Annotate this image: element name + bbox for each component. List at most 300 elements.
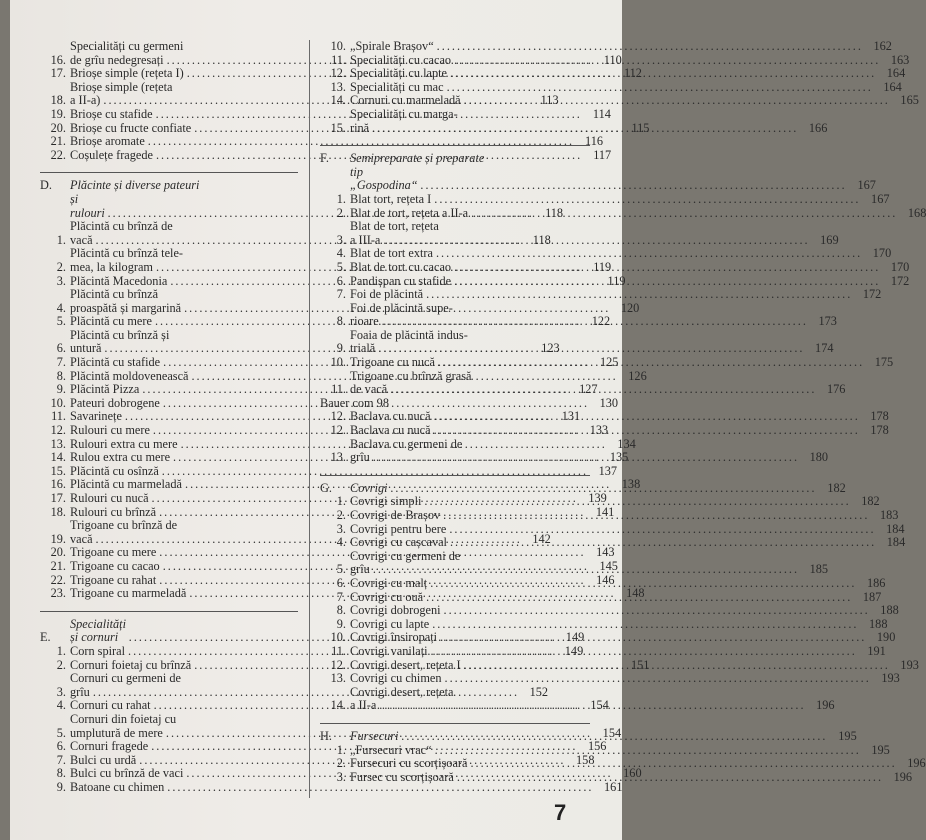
entry-text [350, 577, 885, 591]
entry-title: Rulouri extra cu mere [70, 436, 178, 451]
entry-number: 23. [50, 586, 66, 601]
dot-leader [464, 659, 890, 673]
page-ref: 160 [623, 766, 642, 781]
page-ref: 172 [862, 287, 882, 302]
toc-entry [320, 521, 905, 537]
entry-line [350, 302, 837, 316]
entry-number: 16. [50, 477, 66, 492]
entry-text [350, 94, 919, 108]
page-ref: 142 [532, 531, 551, 546]
entry-line [350, 67, 905, 81]
dot-leader [421, 179, 847, 193]
entry-line [350, 645, 886, 659]
entry-title: Corn spiral [70, 643, 125, 658]
page-ref: 175 [874, 355, 894, 370]
entry-line [350, 220, 839, 234]
entry-number: 5. [56, 314, 66, 329]
page-ref: 122 [591, 314, 611, 329]
entry-number: 1. [336, 191, 346, 206]
entry-title: Covrigi desert, rețeta I [350, 657, 461, 672]
entry-title: Trigoane cu rahat [70, 572, 157, 587]
entry-line [350, 288, 881, 302]
entry-number: 3. [56, 273, 66, 288]
section-separator [40, 611, 298, 612]
entry-number: 13. [330, 450, 346, 465]
page-ref: 114 [592, 106, 611, 121]
entry-title: Plăcintă cu brînză și [70, 327, 170, 342]
entry-title: Pandișpan cu stafide [350, 273, 452, 288]
page-ref: 141 [595, 504, 615, 519]
dot-leader [391, 482, 817, 496]
page-ref: 143 [596, 545, 615, 560]
entry-text [350, 438, 828, 465]
dot-leader [440, 631, 866, 645]
page-ref: 156 [587, 739, 607, 754]
page-ref: 126 [628, 368, 647, 383]
dot-leader [450, 536, 876, 550]
entry-text [350, 302, 837, 329]
entry-title: mea, la kilogram [70, 259, 153, 274]
entry-text [350, 591, 881, 605]
entry-title: Foi de plăcintă supe- [350, 300, 453, 315]
dot-leader [382, 315, 808, 329]
entry-number: 3. [336, 769, 346, 784]
entry-line [350, 631, 895, 645]
entry-title: Brioșe cu fructe confiate [70, 120, 192, 135]
dot-leader [454, 54, 880, 68]
page-ref: 184 [886, 521, 905, 536]
entry-title: Specialități cu mac [350, 79, 444, 94]
entry-line [350, 523, 905, 537]
entry-number: 3. [336, 521, 346, 536]
entry-number: 7. [336, 287, 346, 302]
dot-leader [470, 757, 896, 771]
entry-number: 14. [330, 698, 346, 713]
entry-text [350, 356, 893, 370]
entry-text [350, 424, 889, 438]
page-ref: 112 [623, 66, 642, 81]
entry-text [350, 193, 890, 207]
page-ref: 118 [545, 205, 564, 220]
toc-entry [320, 535, 906, 550]
handwritten-note: Bauer com 98 [320, 395, 389, 410]
toc-entry [320, 643, 886, 659]
entry-title: grîu [70, 684, 90, 699]
section-title-line [40, 179, 298, 193]
entry-title: Plăcintă Pizza [70, 382, 140, 397]
page-ref: 154 [602, 725, 622, 740]
entry-title: Trigoane cu cacao [70, 558, 160, 573]
entry-number: 9. [56, 382, 66, 397]
entry-text [350, 370, 845, 397]
entry-title: Covrigi cu lapte [350, 616, 430, 631]
entry-text [350, 247, 891, 261]
entry-number: 5. [56, 725, 66, 740]
section-title: Semipreparate și preparate [350, 151, 485, 166]
entry-title: Cornuri cu marmeladă [350, 93, 461, 108]
entry-text [350, 686, 835, 713]
dot-leader [432, 618, 858, 632]
page-ref: 164 [886, 66, 906, 81]
page-ref: 115 [631, 120, 650, 135]
entry-number: 9. [56, 779, 66, 794]
entry-number: 12. [330, 66, 346, 81]
entry-line [350, 451, 828, 465]
entry-text [350, 604, 899, 618]
entry-number: 22. [50, 147, 66, 162]
entry-number: 11. [331, 382, 346, 397]
page-ref: 178 [870, 423, 889, 438]
entry-title: Brioșe simple (rețeta [70, 79, 173, 94]
entry-title: Fursec cu scorțișoară [350, 769, 454, 784]
entry-number: 13. [50, 436, 66, 451]
dot-leader [390, 383, 816, 397]
toc-entry [320, 191, 890, 207]
entry-line [350, 563, 828, 577]
page-ref: 196 [893, 769, 913, 784]
entry-text [350, 329, 834, 356]
entry-title: Covrigi vanilați [350, 643, 428, 658]
section-separator [320, 145, 590, 146]
entry-text [350, 523, 905, 537]
page-ref: 158 [576, 752, 595, 767]
entry-title: Blat de tort, rețeta a II-a [350, 205, 469, 220]
entry-title: a II-a) [70, 93, 101, 108]
entry-line [350, 370, 845, 384]
entry-number: 20. [50, 120, 66, 135]
entry-number: 8. [336, 314, 346, 329]
entry-line [350, 207, 926, 221]
page-ref: 146 [596, 572, 615, 587]
section-title-line [320, 164, 876, 193]
page-ref: 195 [838, 728, 857, 743]
entry-number: 1. [336, 742, 346, 757]
entry-line [350, 108, 827, 122]
entry-number: 15. [50, 463, 66, 478]
entry-text [350, 67, 905, 81]
entry-number: 5. [336, 562, 346, 577]
entry-text [350, 54, 909, 68]
entry-title: Savarinețe [70, 409, 122, 424]
page-ref: 135 [609, 450, 629, 465]
entry-title: Plăcintă cu osînză [70, 463, 159, 478]
page-ref: 190 [876, 630, 896, 645]
entry-line [350, 234, 839, 248]
entry-line [350, 536, 905, 550]
page-ref: 148 [626, 586, 645, 601]
entry-title: Trigoane cu brînză de [70, 518, 178, 533]
entry-number: 6. [336, 273, 346, 288]
toc-entry [320, 630, 896, 645]
dot-leader [379, 699, 805, 713]
entry-line [350, 81, 902, 95]
entry-number: 10. [50, 395, 66, 410]
entry-title: Plăcintă cu brînză tele- [70, 246, 184, 261]
page-ref: 137 [598, 463, 618, 478]
page-ref: 182 [861, 494, 880, 509]
entry-number: 11. [51, 409, 66, 424]
page-ref: 180 [809, 450, 829, 465]
toc-entry [40, 779, 623, 795]
page-ref: 145 [599, 558, 618, 573]
entry-title: Brioșe simple (rețeta I) [70, 66, 184, 81]
entry-number: 4. [56, 300, 66, 315]
entry-title: Trigoane cu mere [70, 545, 157, 560]
entry-title: Specialități cu germeni [70, 39, 184, 53]
dot-leader [430, 577, 856, 591]
page-ref: 195 [871, 742, 890, 757]
entry-number: 12. [330, 409, 346, 424]
page-ref: 139 [588, 491, 607, 505]
toc-entry [320, 79, 902, 95]
entry-line [350, 40, 892, 54]
entry-title: Covrigi desert, rețeta [350, 684, 454, 699]
page-ref: 119 [593, 259, 612, 274]
entry-number: 8. [56, 368, 66, 383]
page-ref: 172 [890, 273, 910, 288]
dot-leader [434, 193, 860, 207]
entry-title: Covrigi de Brașov [350, 508, 441, 522]
dot-leader [426, 591, 852, 605]
entry-text [350, 550, 828, 577]
entry-number: 1. [56, 232, 66, 247]
entry-title: Plăcintă moldovenească [70, 368, 189, 383]
entry-text [350, 40, 892, 54]
dot-leader [443, 509, 869, 523]
entry-number: 9. [336, 341, 346, 356]
section-title: și rulouri [70, 191, 105, 220]
entry-title: „Spirale Brașov“ [350, 39, 434, 53]
book-page [10, 0, 926, 840]
entry-text [350, 757, 926, 771]
entry-number: 12. [330, 657, 346, 672]
entry-title: Cornuri fragede [70, 739, 149, 754]
dot-leader [450, 67, 876, 81]
entry-line [350, 771, 912, 785]
entry-text [350, 771, 912, 785]
entry-text [350, 645, 886, 659]
entry-number: 15. [330, 120, 346, 135]
section-separator [320, 723, 590, 724]
dot-leader [434, 410, 860, 424]
page-ref: 120 [620, 300, 640, 315]
entry-title: Covrigi cu malț [350, 575, 428, 590]
entry-line [350, 757, 926, 771]
entry-number: 4. [336, 246, 346, 261]
entry-title: Specialități cu lapte [350, 66, 447, 81]
toc-entry [320, 246, 892, 261]
entry-line [350, 672, 900, 686]
entry-line [350, 604, 899, 618]
entry-title: Coșulețe fragede [70, 147, 153, 162]
entry-number: 14. [50, 450, 66, 465]
entry-line [350, 275, 909, 289]
entry-title: Covrigi cu chimen [350, 671, 442, 686]
page-ref: 184 [886, 535, 906, 550]
section-label: G. [320, 480, 332, 495]
entry-title: vacă [70, 531, 93, 546]
entry-text [350, 618, 887, 632]
page-number: 7 [554, 800, 567, 825]
entry-line [350, 342, 834, 356]
dot-leader [383, 234, 809, 248]
entry-title: Blat de tort extra [350, 246, 433, 261]
entry-title: Specialități cu cacao [350, 52, 452, 67]
entry-title: Baclava cu germeni de [350, 436, 463, 451]
entry-title: Plăcintă cu stafide [70, 355, 161, 370]
entry-title: Foi de plăcintă [350, 287, 424, 302]
entry-title: Brioșe aromate [70, 134, 145, 149]
entry-text [350, 81, 902, 95]
dot-leader [402, 730, 828, 744]
entry-line [350, 247, 891, 261]
entry-line [350, 686, 835, 700]
toc-entry [320, 603, 899, 618]
entry-number: 10. [330, 39, 346, 53]
entry-title: Plăcintă cu brînză de [70, 219, 173, 234]
dot-leader [437, 40, 863, 54]
dot-leader [378, 342, 804, 356]
dot-leader [444, 604, 870, 618]
entry-number: 13. [330, 79, 346, 94]
page-ref: 191 [867, 643, 886, 658]
entry-title: Trigoane cu brînză grasă [350, 368, 472, 383]
entry-title: grîu [350, 562, 370, 577]
entry-number: 14. [330, 93, 346, 108]
entry-line [350, 54, 909, 68]
entry-title: vacă [70, 232, 93, 247]
dot-leader [454, 261, 880, 275]
entry-number: 22. [50, 572, 66, 587]
section-label: D. [40, 178, 52, 193]
entry-line [350, 261, 909, 275]
page-ref: 178 [870, 409, 889, 424]
entry-number: 18. [50, 504, 66, 519]
section-title: Specialități și cornuri [70, 616, 127, 645]
toc-entry [320, 219, 839, 247]
dot-leader [431, 645, 857, 659]
section-title: Plăcinte și diverse pateuri [70, 178, 200, 193]
page-ref: 186 [866, 575, 886, 590]
entry-title: Plăcintă cu marmeladă [70, 477, 182, 492]
entry-title: Plăcintă Macedonia [70, 273, 168, 288]
entry-text [350, 672, 900, 686]
toc-entry [320, 39, 892, 54]
entry-line [350, 438, 828, 452]
entry-title: Bulci cu urdă [70, 752, 137, 767]
entry-title: Brioșe cu stafide [70, 106, 153, 121]
toc-entry [40, 134, 604, 149]
entry-title: Blat de tort, rețeta [350, 219, 439, 234]
section-separator [320, 475, 590, 476]
entry-number: 2. [336, 508, 346, 522]
entry-line [350, 509, 898, 523]
entry-text [350, 509, 898, 523]
entry-title: trială [350, 341, 376, 356]
entry-title: Foaia de plăcintă indus- [350, 327, 468, 342]
entry-line [350, 550, 828, 564]
entry-title: Plăcintă cu brînză [70, 287, 159, 302]
dot-leader [438, 356, 864, 370]
entry-title: Covrigi pentru bere [350, 521, 447, 536]
entry-line [350, 699, 835, 713]
entry-number: 2. [336, 756, 346, 771]
entry-title: Specialități cu marga- [350, 106, 458, 121]
entry-line [350, 193, 890, 207]
page-ref: 182 [827, 480, 846, 495]
page-ref: 119 [607, 273, 626, 288]
entry-number: 7. [56, 355, 66, 370]
entry-title: rioare [350, 314, 379, 329]
entry-number: 12. [330, 423, 346, 438]
section-title: Covrigi [350, 480, 388, 495]
entry-title: Covrigi cu ouă [350, 589, 424, 604]
page-ref: 149 [565, 630, 585, 645]
entry-title: de vacă [350, 382, 388, 397]
entry-number: 16. [50, 52, 66, 67]
page-ref: 173 [818, 314, 837, 329]
entry-number: 17. [50, 491, 66, 505]
page-ref: 168 [907, 205, 926, 220]
entry-line [350, 315, 837, 329]
page-ref: 188 [880, 603, 899, 618]
entry-line [350, 383, 845, 397]
entry-number: 4. [56, 698, 66, 713]
entry-number: 11. [331, 643, 346, 658]
dot-leader [457, 771, 883, 785]
entry-number: 4. [336, 535, 346, 550]
page-ref: 164 [883, 79, 902, 94]
section-separator [40, 172, 298, 173]
page-ref: 163 [890, 52, 910, 67]
entry-title: de grîu nedegresați [70, 52, 164, 67]
entry-text [350, 220, 839, 247]
entry-text [350, 108, 827, 135]
page-ref: 118 [532, 232, 551, 247]
entry-title: Bulci cu brînză de vaci [70, 766, 184, 781]
page-ref: 183 [879, 508, 899, 522]
toc-entry [320, 93, 919, 108]
toc-entry [320, 287, 882, 302]
entry-line [350, 424, 889, 438]
entry-number: 9. [336, 616, 346, 631]
section-title-line [320, 152, 590, 166]
page-ref: 169 [820, 232, 839, 247]
column-divider [309, 40, 310, 798]
entry-number: 10. [330, 355, 346, 370]
entry-number: 2. [336, 205, 346, 220]
entry-number: 18. [50, 93, 66, 108]
entry-number: 20. [50, 545, 66, 560]
page-ref: 167 [857, 178, 876, 193]
page-ref: 162 [873, 39, 892, 53]
page-ref: 151 [631, 657, 650, 672]
entry-title: Covrigi cu germeni de [350, 548, 461, 563]
page-ref: 133 [589, 423, 609, 438]
dot-leader [454, 275, 880, 289]
entry-number: 19. [50, 106, 66, 121]
page-ref: 193 [881, 671, 900, 686]
entry-number: 13. [330, 671, 346, 686]
entry-title: rină [350, 120, 370, 135]
page-ref: 161 [604, 779, 623, 794]
page-ref: 149 [564, 643, 584, 658]
page-ref: 154 [590, 698, 609, 713]
page-ref: 127 [579, 382, 598, 397]
entry-title: Baclava cu nucă [350, 423, 431, 438]
entry-number: 3. [336, 232, 346, 247]
entry-title: Blat tort, rețeta I [350, 191, 432, 206]
